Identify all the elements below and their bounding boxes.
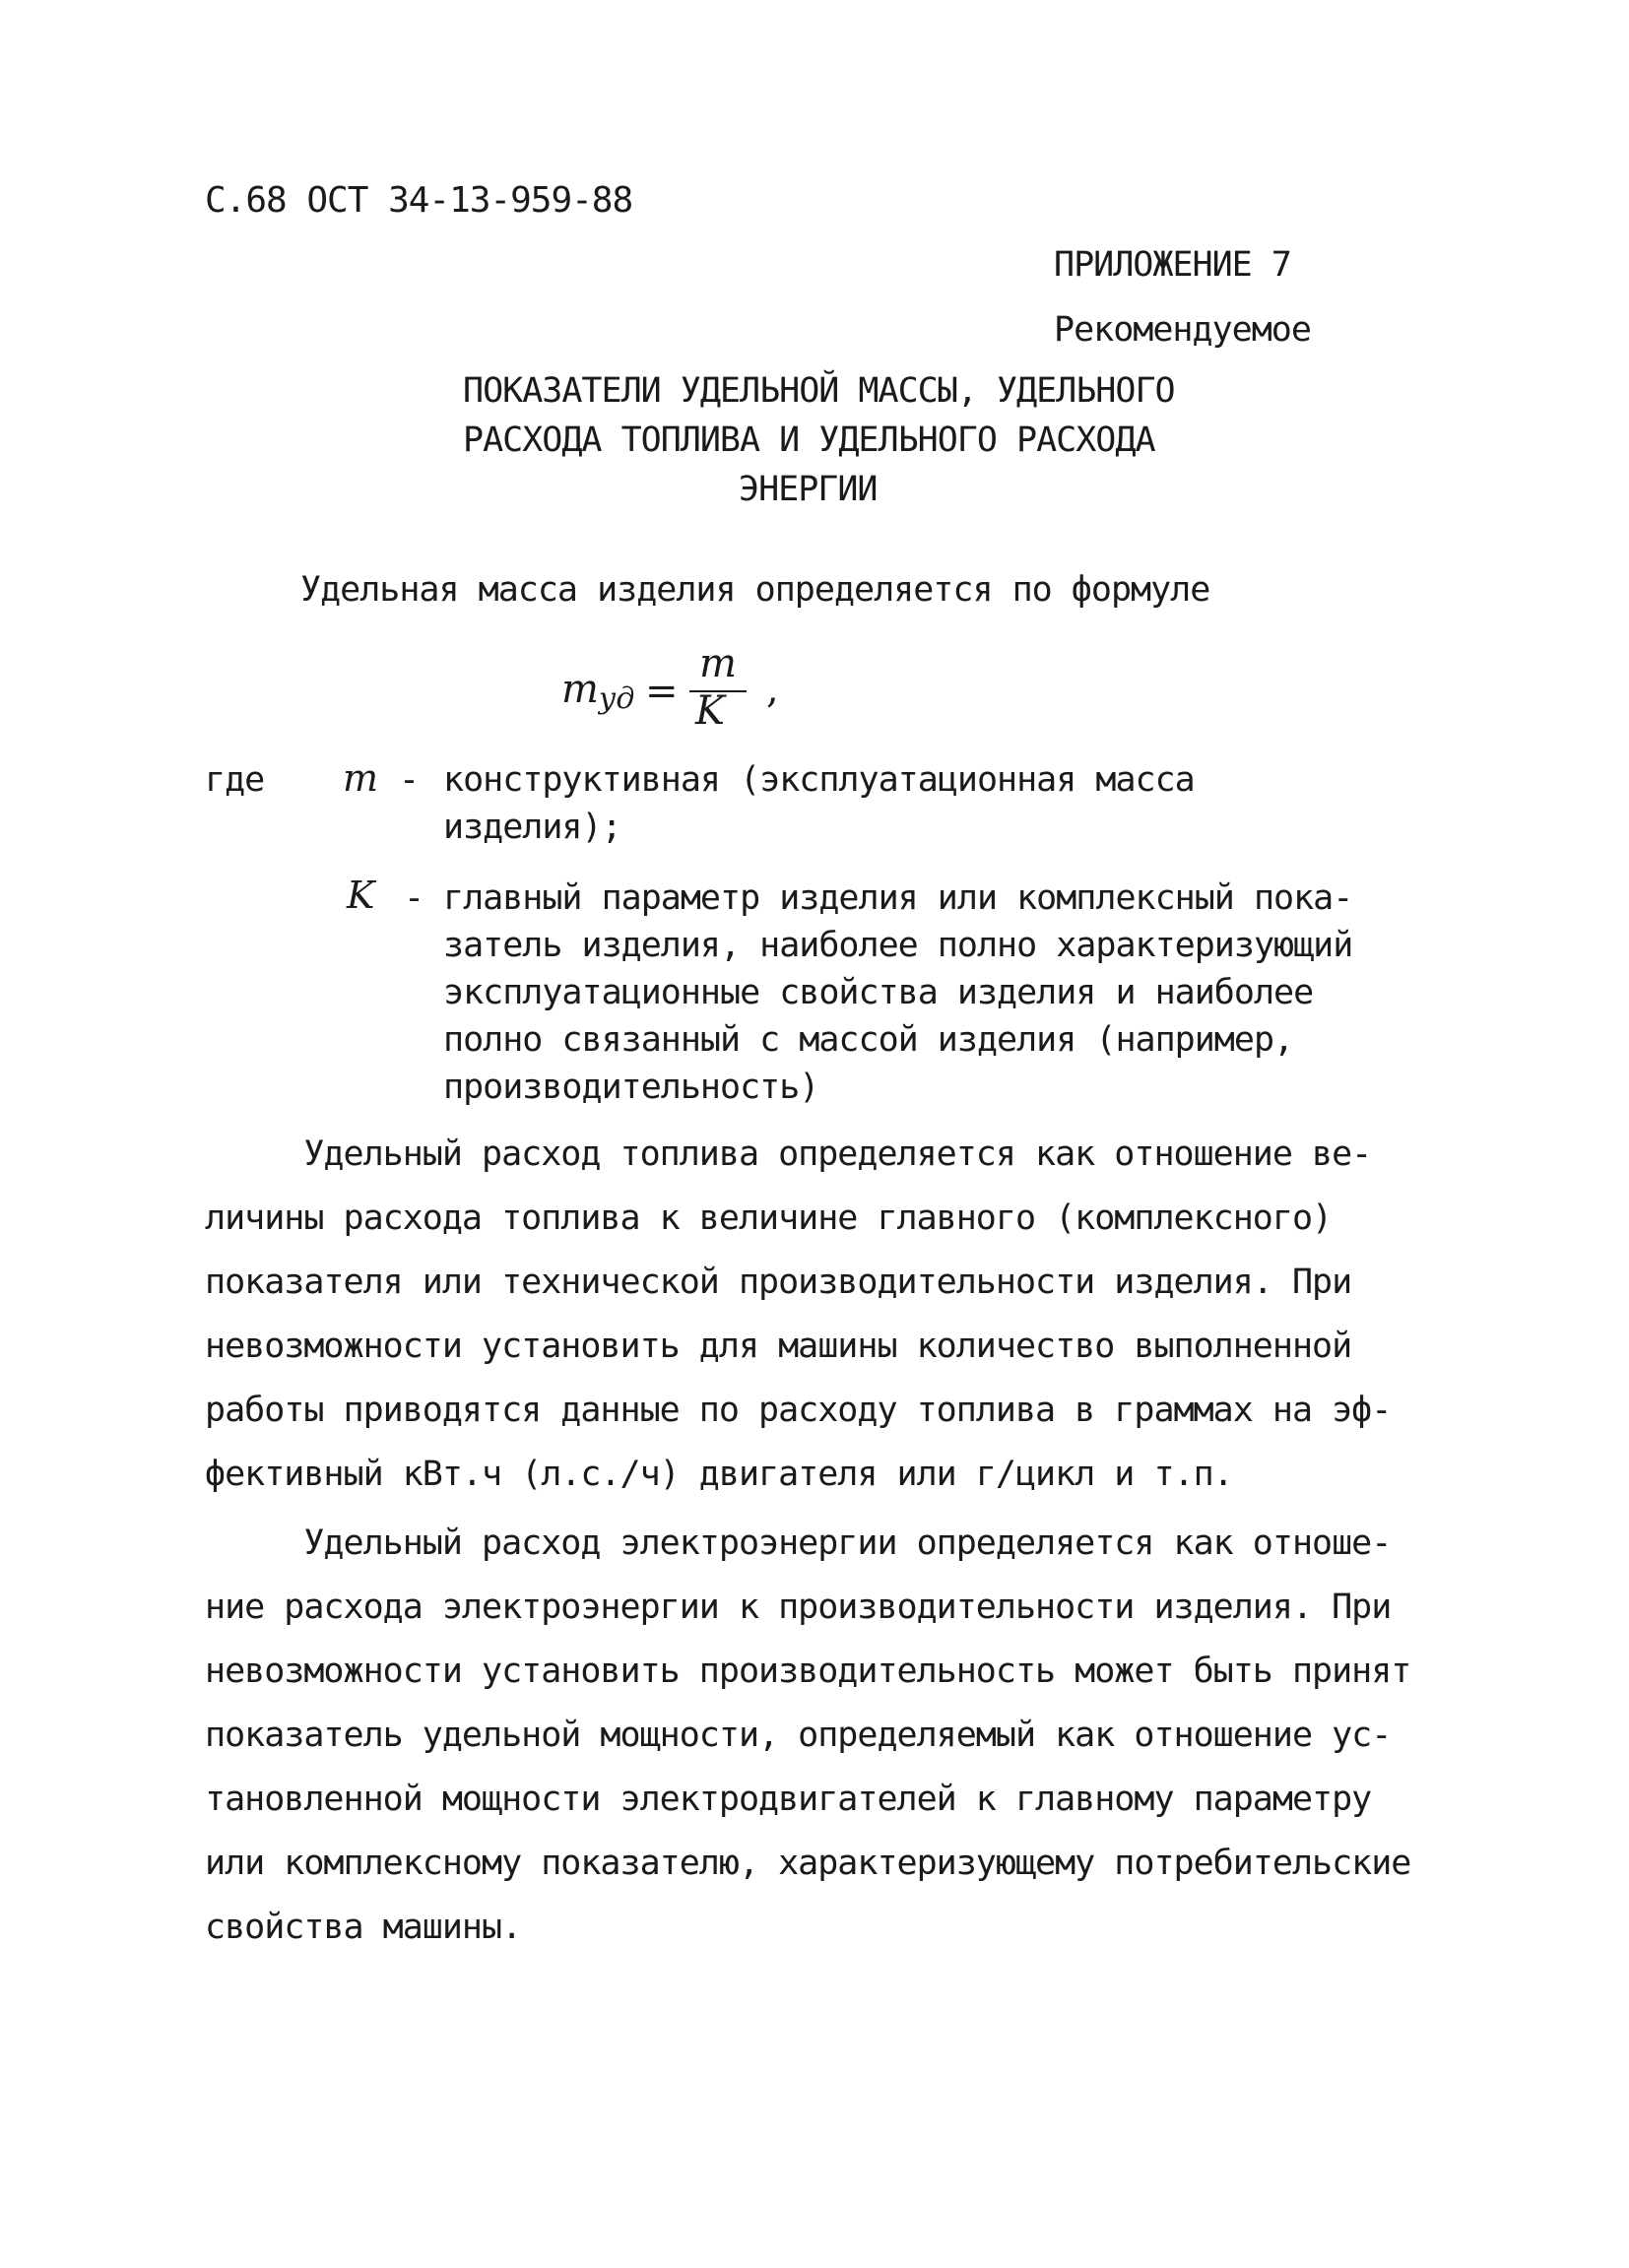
- dash-k: -: [404, 878, 425, 918]
- energy-paragraph-line: показатель удельной мощности, определяемый как отношение ус-: [205, 1716, 1392, 1755]
- title-line-3: ЭНЕРГИИ: [739, 470, 878, 509]
- where-word: где: [205, 760, 265, 800]
- specific-mass-formula: [561, 641, 817, 744]
- fuel-paragraph-line: работы приводятся данные по расходу топлива в граммах на эф-: [205, 1391, 1392, 1430]
- k-definition-line: эксплуатационные свойства изделия и наиболее: [443, 973, 1314, 1012]
- fuel-paragraph-line: Удельный расход топлива определяется как отношение ве-: [205, 1134, 1372, 1174]
- formula-lhs-subscript: уд: [598, 681, 635, 716]
- k-definition-line: полно связанный с массой изделия (например,: [443, 1020, 1294, 1060]
- symbol-m: m: [343, 756, 379, 800]
- formula-equals: =: [645, 669, 679, 714]
- formula-denominator: K: [695, 688, 725, 734]
- energy-paragraph-line: Удельный расход электроэнергии определяется как отноше-: [205, 1523, 1392, 1563]
- energy-paragraph-line: свойства машины.: [205, 1908, 522, 1947]
- document-reference: С.68 ОСТ 34-13-959-88: [205, 180, 633, 221]
- fuel-paragraph-line: личины расхода топлива к величине главного (комплексного): [205, 1199, 1333, 1238]
- symbol-k: K: [347, 874, 375, 917]
- appendix-number: ПРИЛОЖЕНИЕ 7: [1054, 245, 1291, 285]
- energy-paragraph-line: тановленной мощности электродвигателей к главному параметру: [205, 1780, 1372, 1819]
- energy-paragraph-line: ние расхода электроэнергии к производительности изделия. При: [205, 1588, 1392, 1627]
- k-definition-line: главный параметр изделия или комплексный пока-: [443, 878, 1353, 918]
- k-definition-line: производительность): [443, 1068, 819, 1107]
- formula-numerator: m: [699, 641, 737, 686]
- intro-text: Удельная масса изделия определяется по формуле: [300, 570, 1210, 610]
- fuel-paragraph-line: показателя или технической производительности изделия. При: [205, 1263, 1352, 1302]
- energy-paragraph-line: невозможности установить производительность может быть принят: [205, 1652, 1411, 1691]
- appendix-status: Рекомендуемое: [1054, 310, 1311, 350]
- m-definition-line: изделия);: [443, 808, 621, 847]
- k-definition-line: затель изделия, наиболее полно характеризующий: [443, 926, 1353, 965]
- title-line-1: ПОКАЗАТЕЛИ УДЕЛЬНОЙ МАССЫ, УДЕЛЬНОГО: [463, 371, 1175, 411]
- dash-m: -: [399, 760, 421, 800]
- fuel-paragraph-line: фективный кВт.ч (л.с./ч) двигателя или г/цикл и т.п.: [205, 1455, 1233, 1494]
- formula-lhs: $m_{уд}$: [561, 667, 635, 716]
- title-line-2: РАСХОДА ТОПЛИВА И УДЕЛЬНОГО РАСХОДА: [463, 421, 1155, 460]
- m-definition-line: конструктивная (эксплуатационная масса: [443, 760, 1195, 800]
- fuel-paragraph-line: невозможности установить для машины количество выполненной: [205, 1327, 1352, 1366]
- energy-paragraph-line: или комплексному показателю, характеризующему потребительские: [205, 1844, 1411, 1883]
- formula-comma: ,: [766, 667, 779, 712]
